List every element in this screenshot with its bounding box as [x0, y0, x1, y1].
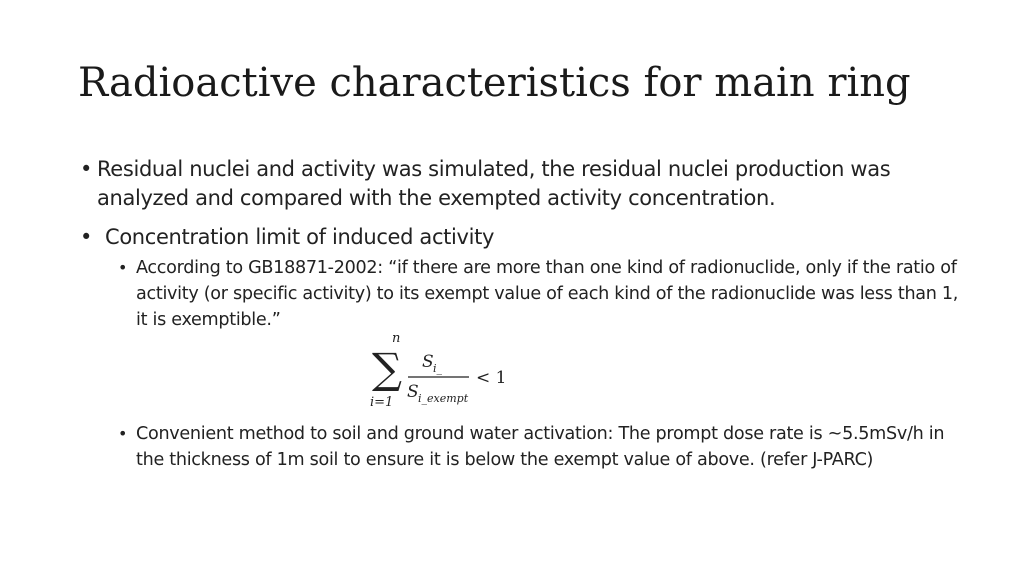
sub-bullet-soil-activation: [118, 421, 960, 473]
sum-upper-limit: n: [392, 333, 401, 346]
denominator-base: S: [407, 382, 419, 402]
numerator-base: S: [422, 352, 434, 372]
exemption-formula: [80, 333, 960, 419]
sub-bullet-gb18871: [118, 255, 960, 333]
bullet-residual-nuclei: [80, 155, 960, 213]
slide-body: [80, 155, 960, 473]
bullet-marker: •: [80, 157, 93, 181]
bullet-text: Concentration limit of induced activity: [105, 225, 495, 249]
slide-title: Radioactive characteristics for main ring: [78, 60, 911, 106]
sub-bullet-text: According to GB18871-2002: “if there are more than one kind of radionuclide, only if the ratio of activity (or specific activity) to its exempt value of each kind of the radionuclide was less than 1, it is exemptible.”: [136, 258, 959, 330]
sum-symbol: ∑: [372, 344, 402, 393]
formula-relation: < 1: [476, 368, 507, 388]
formula-graphic: [370, 333, 630, 419]
bullet-marker: •: [80, 225, 93, 249]
sub-bullet-marker: •: [118, 258, 128, 277]
denominator-sub: i_exempt: [418, 392, 469, 405]
sum-lower-limit: i=1: [370, 395, 394, 410]
sub-bullet-marker: •: [118, 424, 128, 443]
numerator-sub: i_: [433, 362, 443, 375]
bullet-concentration-limit: [80, 223, 960, 252]
sub-bullet-text: Convenient method to soil and ground water activation: The prompt dose rate is ~5.5mSv/h in the thickness of 1m soil to ensure it is below the exempt value of above. (refer J-PARC): [136, 424, 945, 470]
bullet-text: Residual nuclei and activity was simulated, the residual nuclei production was analyzed and compared with the exempted activity concentration.: [97, 157, 891, 210]
